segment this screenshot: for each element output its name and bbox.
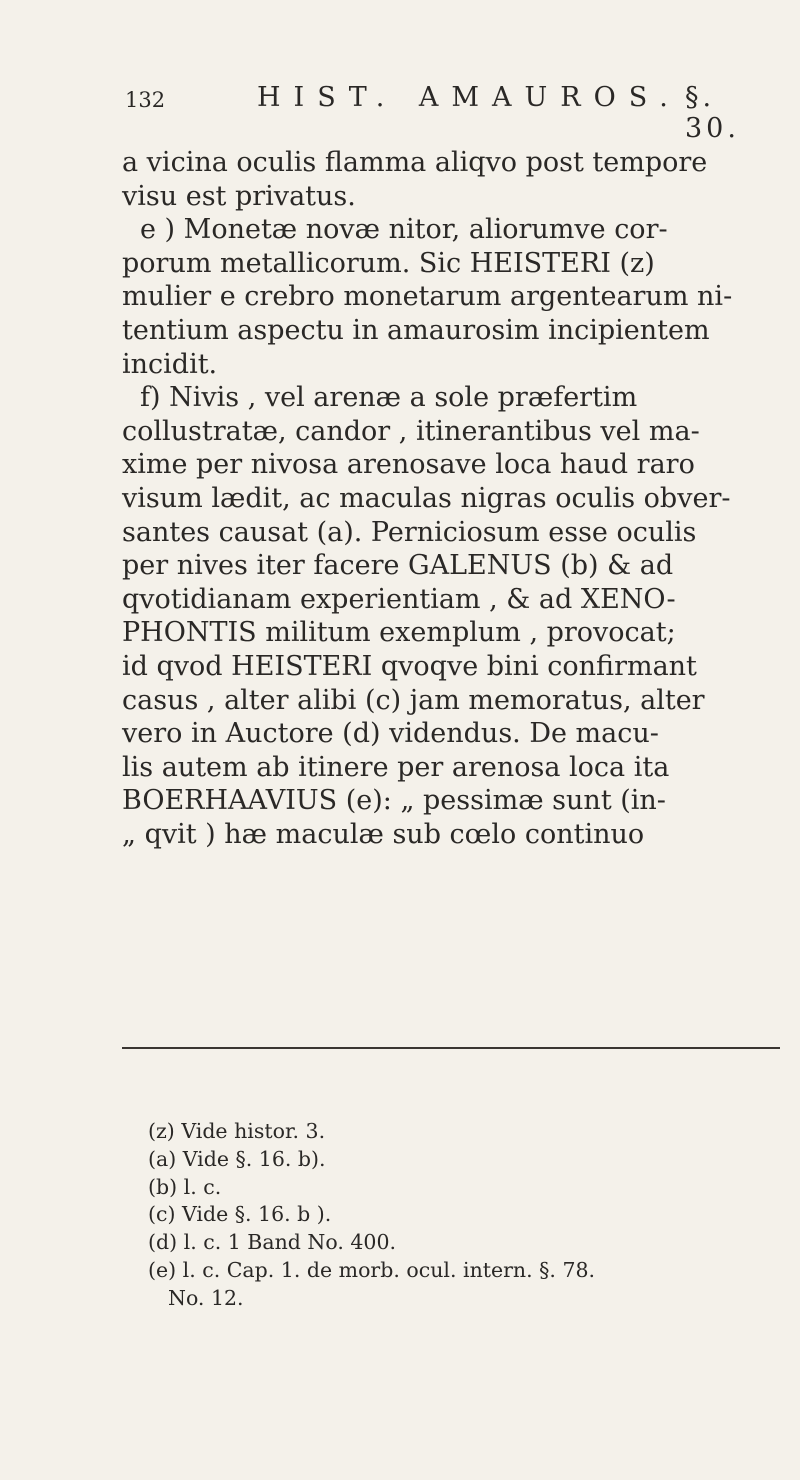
running-title: HIST. AMAUROS. [257, 82, 681, 113]
text-line: „ qvit ) hæ maculæ sub cœlo continuo [122, 818, 645, 850]
text-line: mulier e crebro monetarum argentearum ni- [122, 281, 733, 313]
footnote: (c) Vide §. 16. b ). [148, 1202, 332, 1227]
text-line: casus , alter alibi (c) jam memoratus, alter [122, 684, 705, 716]
footnote: (e) l. c. Cap. 1. de morb. ocul. intern. §. 78. [148, 1257, 596, 1282]
footnote-divider [122, 1047, 780, 1049]
footnote: (z) Vide histor. 3. [148, 1119, 326, 1143]
text-line: PHONTIS militum exemplum , provocat; [122, 617, 676, 649]
text-line: visu est privatus. [122, 180, 356, 212]
page-number: 132 [125, 88, 166, 112]
text-line: a vicina oculis flamma aliqvo post tempore [122, 147, 708, 178]
text-line: lis autem ab itinere per arenosa loca ita [122, 751, 670, 783]
section-number: §. 30. [685, 82, 740, 144]
text-line: f) Nivis , vel arenæ a sole præfertim [140, 382, 638, 414]
text-line: e ) Monetæ novæ nitor, aliorumve cor- [140, 214, 668, 246]
text-line: visum lædit, ac maculas nigras oculis obver- [122, 482, 731, 514]
text-line: collustratæ, candor , itinerantibus vel ma- [122, 415, 700, 447]
footnote-continuation: No. 12. [168, 1285, 244, 1310]
text-line: qvotidianam experientiam , & ad XENO- [122, 583, 676, 615]
text-line: vero in Auctore (d) videndus. De macu- [122, 718, 659, 750]
text-line: porum metallicorum. Sic HEISTERI (z) [122, 247, 655, 279]
text-line: id qvod HEISTERI qvoqve bini confirmant [122, 650, 697, 682]
footnotes [148, 1118, 788, 1313]
footnote: (b) l. c. [148, 1174, 222, 1199]
text-line: tentium aspectu in amaurosim incipientem [122, 314, 710, 346]
footnote: (d) l. c. 1 Band No. 400. [148, 1230, 397, 1255]
footnote: (a) Vide §. 16. b). [148, 1146, 326, 1171]
text-line: per nives iter facere GALENUS (b) & ad [122, 550, 674, 582]
running-header [125, 82, 765, 144]
text-line: BOERHAAVIUS (e): „ pessimæ sunt (in- [122, 785, 666, 817]
text-line: xime per nivosa arenosave loca haud raro [122, 449, 695, 481]
text-line: incidit. [122, 348, 218, 380]
main-text [122, 146, 790, 851]
text-line: santes causat (a). Perniciosum esse oculis [122, 516, 697, 548]
